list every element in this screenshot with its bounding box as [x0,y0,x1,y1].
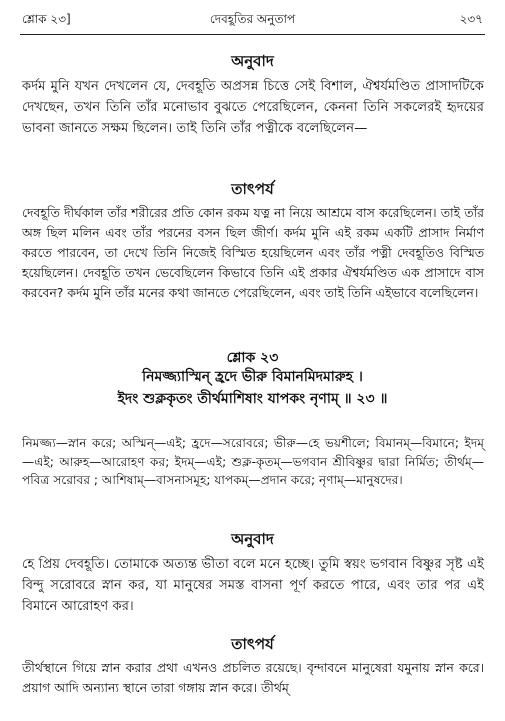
header-chapter-title: দেবহূতির অনুতাপ [209,12,296,26]
verse-line-2: ইদং শুক্লকৃতং তীর্থমাশিষাং যাপকং নৃণাম্ ॥ ২৩ ॥ [117,391,388,407]
translation-text-2: হে প্রিয় দেবহূতি। তোমাকে অত্যন্ত ভীতা বলে মনে হচ্ছে। তুমি স্বয়ং ভগবান বিষ্ণুর সৃষ্ট এই বিন্দু সরোবরে স্নান কর, যা মানুষের সমস্ত বাসনা পূর্ণ করতে পারে, এবং তার পর এই বিমানে আরোহণ কর। [22,557,484,614]
translation-heading: অনুবাদ [231,52,274,70]
page-number: ২৩৭ [459,12,483,26]
translation-paragraph-2 [22,554,484,617]
purport-paragraph-2 [22,658,484,698]
purport-text-2: তীর্থস্থানে গিয়ে স্নান করার প্রথা এখনও প্রচলিত রয়েছে। বৃন্দাবনে মানুষেরা যমুনায় স্নান করে। প্রয়াগ আদি অন্যান্য স্থানে তারা গঙ্গায় স্নান করে। তীর্থম্ [22,660,484,695]
verse-line-1: নিমজ্জ্যাস্মিন্ হ্রদে ভীরু বিমানমিদমারুহ । [142,369,363,385]
translation-paragraph [22,76,484,139]
verse-title: শ্লোক ২৩ [226,350,279,366]
purport-paragraph [22,203,484,303]
header-divider [20,34,485,35]
purport-heading-2: তাৎপর্য [231,635,274,653]
purport-heading: তাৎপর্য [231,180,274,198]
running-header [0,0,505,34]
header-verse-ref: শ্লোক ২৩] [22,12,71,26]
translation-text: কর্দম মুনি যখন দেখলেন যে, দেবহূতি অপ্রসন্ন চিত্তে সেই বিশাল, ঐশ্বর্যমণ্ডিত প্রাসাদটিকে দেখছেন, তখন তিনি তাঁর মনোভাব বুঝতে পেরেছিলেন, কেননা তিনি সকলেরই হৃদয়ের ভাবনা জানতে সক্ষম ছিলেন। তাই তিনি তাঁর পত্নীকে বলেছিলেন— [22,79,484,136]
purport-text: দেবহূতি দীর্ঘকাল তাঁর শরীরের প্রতি কোন রকম যত্ন না নিয়ে আশ্রমে বাস করেছিলেন। তাই তাঁর অঙ্গ ছিল মলিন এবং তাঁর পরনের বসন ছিল জীর্ণ। কর্দম মুনি এই রকম একটি প্রাসাদ নির্মাণ করতে পারবেন, তা দেখে তিনি নিজেই বিস্মিত হয়েছিলেন এবং তাঁর পত্নী দেবহূতিও বিস্মিত হয়েছিলেন। দেবহূতি তখন ভেবেছিলেন কিভাবে তিনি এই প্রকার ঐশ্বর্যমণ্ডিত এক প্রাসাদে বাস করবেন? কর্দম মুনি তাঁর মনের কথা জানতে পেরেছিলেন, এবং তাই তিনি এইভাবে বলেছিলেন। [22,205,484,300]
synonyms-text: নিমজ্জ্য—স্নান করে; অস্মিন্—এই; হ্রদে—সরোবরে; ভীরু—হে ভয়শীলে; বিমানম্—বিমানে; ইদম্—এই; আরুহ—আরোহণ কর; ইদম্—এই; শুক্ল-কৃতম্—ভগবান শ্রীবিষ্ণুর দ্বারা নির্মিত; তীর্থম্—পবিত্র সরোবর ; আশিষাম্—বাসনাসমূহ; যাপকম্—প্রদান করে; নৃণাম্—মানুষদের। [22,436,484,487]
translation-heading-2: অনুবাদ [231,530,274,548]
synonyms-paragraph [22,434,484,490]
